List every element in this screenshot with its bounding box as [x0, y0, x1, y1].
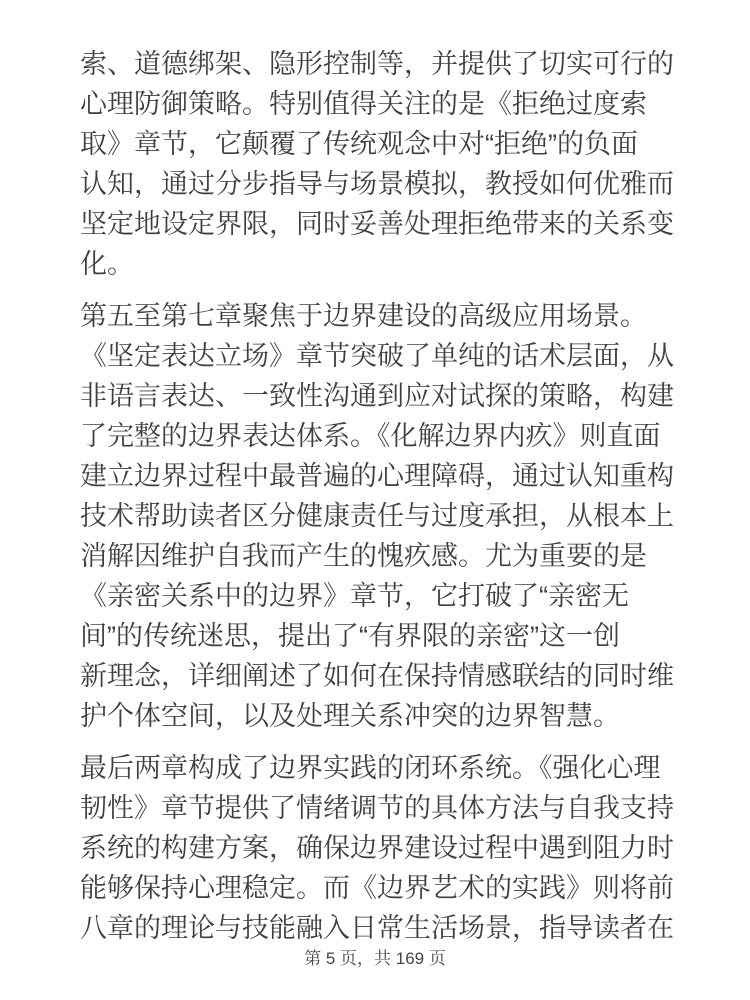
paragraph: [80, 748, 676, 948]
text-line: 《坚定表达立场》章节突破了单纯的话术层面，从: [80, 341, 674, 371]
text-line: 护个体空间，以及处理关系冲突的边界智慧。: [80, 701, 620, 731]
text-line: 建立边界过程中最普遍的心理障碍，通过认知重构: [80, 461, 674, 491]
text-line: 新理念，详细阐述了如何在保持情感联结的同时维: [80, 661, 674, 691]
text-line: 消解因维护自我而产生的愧疚感。尤为重要的是: [80, 541, 647, 571]
paragraph: [80, 296, 676, 736]
text-line: 化。: [80, 249, 134, 279]
page-number-footer: 第 5 页，共 169 页: [304, 949, 446, 968]
document-body: [80, 44, 676, 960]
text-line: 索、道德绑架、隐形控制等，并提供了切实可行的: [80, 49, 674, 79]
text-line: 第五至第七章聚焦于边界建设的高级应用场景。: [80, 301, 647, 331]
text-line: 坚定地设定界限，同时妥善处理拒绝带来的关系变: [80, 209, 674, 239]
text-line: 八章的理论与技能融入日常生活场景，指导读者在: [80, 913, 674, 943]
text-line: 非语言表达、一致性沟通到应对试探的策略，构建: [80, 381, 674, 411]
text-line: 取》章节，它颠覆了传统观念中对“拒绝”的负面: [80, 129, 638, 159]
text-line: 心理防御策略。特别值得关注的是《拒绝过度索: [80, 89, 647, 119]
paragraph: [80, 44, 676, 284]
text-line: 认知，通过分步指导与场景模拟，教授如何优雅而: [80, 169, 674, 199]
text-line: 韧性》章节提供了情绪调节的具体方法与自我支持: [80, 793, 674, 823]
text-line: 《亲密关系中的边界》章节，它打破了“亲密无: [80, 581, 629, 611]
text-line: 系统的构建方案，确保边界建设过程中遇到阻力时: [80, 833, 674, 863]
text-line: 能够保持心理稳定。而《边界艺术的实践》则将前: [80, 873, 674, 903]
text-line: 最后两章构成了边界实践的闭环系统。《强化心理: [80, 753, 661, 783]
text-line: 了完整的边界表达体系。《化解边界内疚》则直面: [80, 421, 661, 451]
text-line: 技术帮助读者区分健康责任与过度承担，从根本上: [80, 501, 674, 531]
text-line: 间”的传统迷思，提出了“有界限的亲密”这一创: [80, 621, 620, 651]
